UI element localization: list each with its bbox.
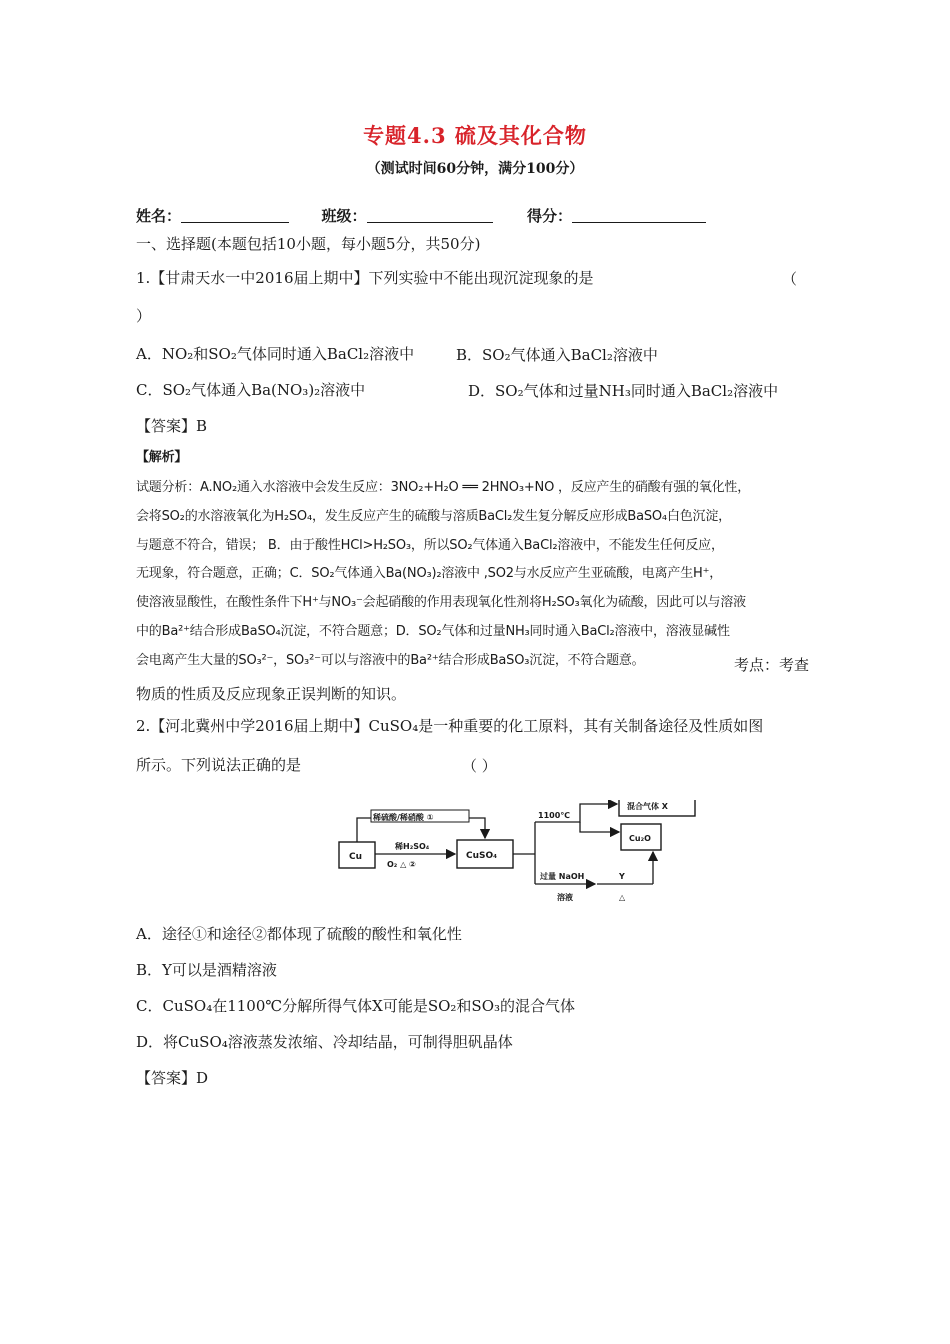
q1-option-c: C．SO₂气体通入Ba(NO₃)₂溶液中 [136, 381, 366, 399]
mixed-gas-label: 混合气体 X [627, 802, 668, 811]
q2-option-a: A．途径①和途径②都体现了硫酸的酸性和氧化性 [136, 925, 462, 943]
name-blank[interactable] [181, 206, 289, 223]
q2-option-c: C．CuSO₄在1100℃分解所得气体X可能是SO₂和SO₃的混合气体 [136, 997, 576, 1015]
q1-analysis-line: 使溶液显酸性，在酸性条件下H⁺与NO₃⁻会起硝酸的作用表现氧化性剂将H₂SO₃氧化为硫酸，因此可以与溶液 [136, 595, 746, 610]
q1-option-d: D．SO₂气体和过量NH₃同时通入BaCl₂溶液中 [468, 382, 779, 400]
solution-label: 溶液 [557, 893, 573, 902]
cu2o-label: Cu₂O [629, 834, 651, 843]
q1-kaodian: 考点：考查 [734, 656, 810, 674]
q1-option-a: A．NO₂和SO₂气体同时通入BaCl₂溶液中 [136, 345, 415, 363]
naoh-label: 过量 NaOH [540, 872, 585, 881]
heat-label: △ [619, 893, 626, 902]
page-subtitle: （测试时间60分钟，满分100分） [366, 161, 584, 177]
q1-analysis-line: 与题意不符合，错误； B．由于酸性HCl>H₂SO₃，所以SO₂气体通入BaCl₂溶液中，不能发生任何反应， [136, 538, 724, 553]
name-label: 姓名： [136, 207, 182, 225]
route-1-label: 稀硫酸/稀硝酸 ① [373, 813, 434, 822]
q1-analysis-line: 无现象，符合题意，正确；C．SO₂气体通入Ba(NO₃)₂溶液中 ,SO2与水反应产生亚硫酸，电离产生H⁺， [136, 566, 723, 581]
temp-label: 1100℃ [538, 811, 570, 820]
route-2-top-label: 稀H₂SO₄ [395, 842, 430, 851]
q2-answer: 【答案】D [136, 1069, 209, 1087]
q1-analysis-label: 【解析】 [136, 450, 188, 465]
score-blank[interactable] [572, 206, 706, 223]
y-label: Y [619, 872, 625, 881]
q1-analysis-line: 中的Ba²⁺结合形成BaSO₄沉淀，不符合题意；D．SO₂气体和过量NH₃同时通入BaCl₂溶液中，溶液显碱性 [136, 624, 730, 639]
q1-analysis-line: 会电离产生大量的SO₃²⁻，SO₃²⁻可以与溶液中的Ba²⁺结合形成BaSO₃沉淀，不符合题意。 [136, 653, 645, 668]
q2-stem-line1: 2.【河北冀州中学2016届上期中】CuSO₄是一种重要的化工原料，其有关制备途径及性质如图 [136, 717, 764, 735]
cuso4-label: CuSO₄ [466, 851, 498, 861]
q1-stem: 1.【甘肃天水一中2016届上期中】下列实验中不能出现沉淀现象的是 [136, 269, 594, 287]
q1-analysis-line: 试题分析：A.NO₂通入水溶液中会发生反应：3NO₂+H₂O ══ 2HNO₃+NO ，反应产生的硝酸有强的氧化性， [136, 480, 751, 495]
q2-paren: （ ） [462, 757, 497, 775]
q1-kaodian-cont: 物质的性质及反应现象正误判断的知识。 [136, 685, 407, 703]
q1-option-b: B．SO₂气体通入BaCl₂溶液中 [456, 346, 658, 364]
q2-option-d: D．将CuSO₄溶液蒸发浓缩、冷却结晶，可制得胆矾晶体 [136, 1033, 513, 1051]
cu-label: Cu [349, 852, 363, 862]
q1-analysis-line: 会将SO₂的水溶液氧化为H₂SO₄，发生反应产生的硫酸与溶质BaCl₂发生复分解反应形成BaSO₄白色沉淀， [136, 509, 731, 524]
q1-paren-open: （ [782, 270, 798, 288]
q2-stem-line2: 所示。下列说法正确的是 [136, 756, 302, 774]
section-heading: 一、选择题(本题包括10小题，每小题5分，共50分) [136, 235, 481, 253]
student-info-row [136, 206, 706, 226]
preparation-diagram [335, 800, 705, 910]
route-2-bottom-label: O₂ △ ② [387, 860, 416, 869]
decomp-arrow-cu2o [580, 822, 619, 832]
score-label: 得分： [526, 207, 572, 225]
page-title: 专题4.3 硫及其化合物 [363, 123, 587, 148]
q1-answer: 【答案】B [136, 417, 208, 435]
class-label: 班级： [321, 207, 367, 225]
q1-paren-close: ） [136, 307, 152, 325]
class-blank[interactable] [367, 206, 493, 223]
q2-option-b: B．Y可以是酒精溶液 [136, 961, 277, 979]
